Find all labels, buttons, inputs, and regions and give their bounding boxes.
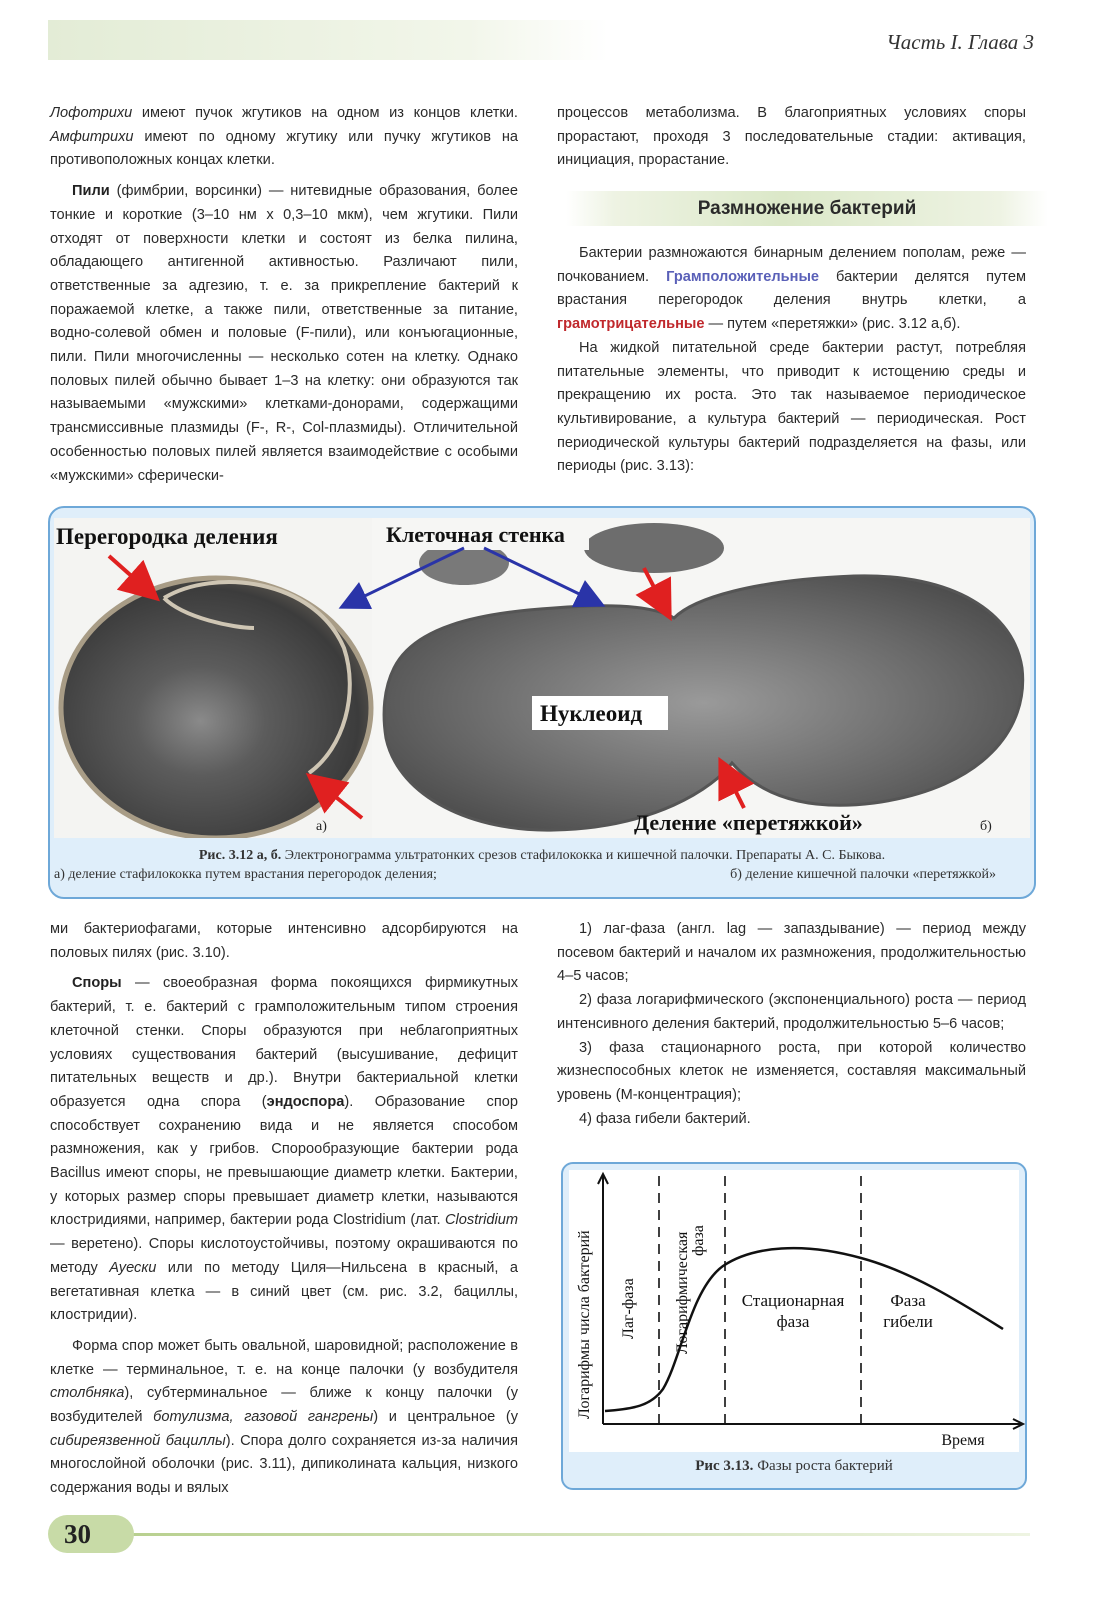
- caption-panel-a: а) деление стафилококка путем врастания перегородок деления;: [54, 867, 437, 882]
- paragraph-periodic-culture: На жидкой питательной среде бактерии растут, потребляя питательные элементы, что приводит к истощению среды и прекращению их роста. Это так называемое периодическое культивирование, а культура бактерий — периодическая. Рост периодической культуры бактерий подразделяется на фазы, или периоды (рис. 3.13):: [557, 339, 1026, 475]
- phase-stationary-label-1: Стационарная: [741, 1291, 845, 1310]
- left-column-top: [50, 102, 518, 488]
- text-span: ), субтерминальное — ближе к концу палочки (у возбудителей: [50, 1385, 518, 1426]
- text-span: — веретено). Споры кислотоустойчивы, поэтому окрашиваются по методу: [50, 1236, 518, 1276]
- label-nucleoid: Нуклеоид: [540, 701, 643, 726]
- caption-line-1: [50, 846, 1034, 865]
- text-span: ) и центральное (у: [373, 1409, 518, 1426]
- phase-log-label-1: Логарифмическая: [674, 1231, 691, 1354]
- caption-text: Электронограмма ультратонких срезов стафилококка и кишечной палочки. Препараты А. С. Быкова.: [281, 848, 886, 863]
- caption-panel-b: б) деление кишечной палочки «перетяжкой»: [730, 867, 996, 882]
- term-gram-negative: грамотрицательные: [557, 316, 705, 333]
- caption-number: Рис. 3.12 а, б.: [198, 848, 282, 863]
- right-column-top: [557, 102, 1026, 173]
- paragraph-flagella: [50, 102, 518, 173]
- text-span: Бактерии размножаются бинарным делением пополам, реже — почкованием.: [557, 245, 1026, 285]
- figure-3-13: [561, 1162, 1027, 1490]
- phase-death-label-1: Фаза: [890, 1291, 926, 1310]
- term-amphitrichs: Амфитрихи: [50, 128, 134, 145]
- phase-1: 1) лаг-фаза (англ. lag — запаздывание) — период между посевом бактерий и началом их размножения, продолжительностью 4–5 часов;: [557, 921, 1026, 985]
- text-span: бактерии делятся путем врастания перегородок деления внутрь клетки, а: [557, 268, 1026, 309]
- phase-log-label-2: фаза: [690, 1225, 707, 1256]
- term-endospore: эндоспора: [266, 1093, 345, 1110]
- header-band: [48, 20, 608, 60]
- text-span: (фимбрии, ворсинки) — нитевидные образования, более тонкие и короткие (3–10 нм х 0,3–10 мкм), чем жгутики. Пили отходят от поверхности клетки и состоят из белка пилина, обладающего антигенной активностью. Различают пили, ответственные за адгезию, т. е. за прикрепление бактерий к поражаемой клетке, а также пили, ответственные за питание, водно-солевой обмен и половые (F-пили), или конъюгационные, пили. Пили многочисленны — несколько сотен на клетку. Однако половых пилей обычно бывает 1–3 на клетку: они образуются так называемыми «мужскими» клетками-донорами, содержащими трансмиссивные плазмиды (F-, R-, Col-плазмиды). Отличительной особенностью половых пилей является взаимодействие с особыми «мужскими» сферически-: [50, 183, 518, 484]
- text-span: Форма спор может быть овальной, шаровидной; расположение в клетке — терминальное, т. е. на конце палочки (у возбудителя: [50, 1337, 518, 1378]
- term-botulism: ботулизма, газовой гангрены: [153, 1409, 374, 1426]
- phase-stationary-label-2: фаза: [776, 1312, 810, 1331]
- panel-b-label: б): [980, 819, 992, 834]
- caption-line-2: [50, 865, 1034, 884]
- electron-micrograph: [54, 518, 1030, 838]
- paragraph-binary-fission: [557, 242, 1026, 337]
- phase-death-label-2: гибели: [883, 1312, 933, 1331]
- neighbor-cell-fragment: [584, 523, 724, 573]
- text-span: — своеобразная форма покоящихся фирмикутных бактерий, т. е. бактерий с грамположительным типом строения клеточной стенки. Споры образуются при неблагоприятных условиях существования бактерий (высушивание, дефицит питательных веществ и др.). Внутри бактериальной клетки образуется одна спора (: [50, 975, 518, 1110]
- figure-3-12: [48, 506, 1036, 899]
- text-span: имеют пучок жгутиков на одном из концов клетки.: [132, 105, 518, 121]
- growth-curve: [563, 1164, 1025, 1488]
- label-septum: Перегородка деления: [56, 524, 278, 549]
- phase-lag-label: Лаг-фаза: [620, 1278, 637, 1339]
- term-gram-positive: Грамположительные: [666, 268, 820, 285]
- figure-3-13-caption: [695, 1458, 893, 1474]
- right-column-reproduction: [557, 242, 1026, 479]
- caption-text: Фазы роста бактерий: [753, 1458, 893, 1474]
- y-axis-label: Логарифмы числа бактерий: [576, 1230, 593, 1419]
- term-lophotrichs: Лофотрихи: [50, 105, 133, 121]
- page-number: 30: [48, 1515, 134, 1553]
- phase-2: 2) фаза логарифмического (экспоненциального) роста — период интенсивного деления бактерий, продолжительностью 5–6 часов;: [557, 992, 1026, 1032]
- term-spores: Споры: [72, 975, 122, 992]
- label-cell-wall: Клеточная стенка: [386, 522, 565, 547]
- footer-rule: [130, 1533, 1030, 1536]
- left-column-bottom: [50, 918, 518, 1501]
- text-span: — путем «перетяжки» (рис. 3.12 а,б).: [704, 316, 961, 333]
- text-span: ). Спора долго сохраняется из-за наличия многослойной оболочки (рис. 3.11), дипиколината кальция, низкого содержания воды и вялых: [50, 1432, 518, 1497]
- panel-a-label: а): [316, 819, 327, 834]
- micrograph-illustration: [54, 518, 1030, 838]
- term-clostridium: Clostridium: [445, 1212, 518, 1229]
- term-tetanus: столбняка: [50, 1385, 125, 1402]
- paragraph-bacteriophages: ми бактериофагами, которые интенсивно адсорбируются на половых пилях (рис. 3.10).: [50, 921, 518, 961]
- right-column-bottom: [557, 918, 1026, 1131]
- paragraph-spore-forms: [50, 1335, 518, 1501]
- x-axis-label: Время: [941, 1432, 985, 1449]
- section-title: Размножение бактерий: [566, 191, 1048, 226]
- paragraph-spores: [50, 972, 518, 1328]
- term-aujeszky: Ауески: [109, 1259, 157, 1276]
- running-head: Часть I. Глава 3: [886, 30, 1034, 54]
- term-pili: Пили: [72, 183, 110, 200]
- figure-3-12-caption: [50, 846, 1034, 884]
- caption-number: Рис 3.13.: [695, 1458, 754, 1474]
- term-anthrax: сибиреязвенной бациллы: [50, 1432, 226, 1449]
- phase-4: 4) фаза гибели бактерий.: [579, 1110, 751, 1127]
- label-constriction: Деление «перетяжкой»: [634, 810, 863, 835]
- text-span: имеют по одному жгутику или пучку жгутиков на противоположных концах клетки.: [50, 128, 518, 169]
- phase-3: 3) фаза стационарного роста, при которой количество жизнеспособных клеток не изменяется, составляя максимальный уровень (М-концентрация);: [557, 1039, 1026, 1103]
- paragraph-pili: [50, 180, 518, 488]
- text-span: или по методу Циля—Нильсена в красный, а вегетативная клетка — в синий цвет (см. рис. 3.2, бациллы, клостридии).: [50, 1259, 518, 1324]
- paragraph-spore-germination: процессов метаболизма. В благоприятных условиях споры прорастают, проходя 3 последовательные стадии: активация, инициация, прорастание.: [557, 105, 1026, 169]
- text-span: ). Образование спор способствует сохранению вида и не является способом размножения, как у грибов. Спорообразующие бактерии рода Bacillus имеют споры, не превышающие диаметр клетки. Бактерии, у которых размер споры превышает диаметр клетки, называются клостридиями, например, бактерии рода Clostridium (лат.: [50, 1093, 518, 1229]
